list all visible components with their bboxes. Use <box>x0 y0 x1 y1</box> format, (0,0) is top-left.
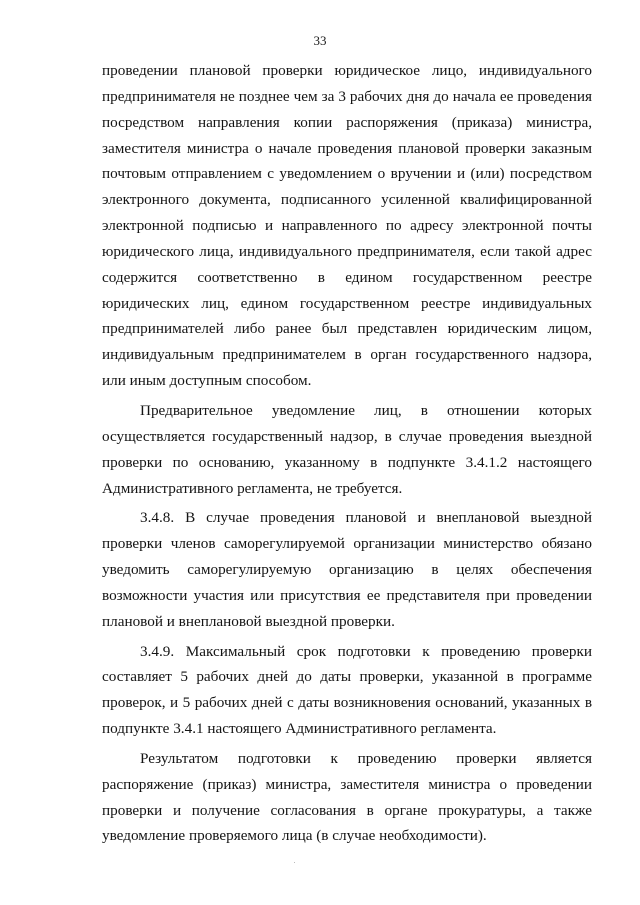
paragraph-prior-notice: Предварительное уведомление лиц, в отношении которых осуществляется государственный надзор, в случае проведения выездной проверки по основанию, указанному в подпункте 3.4.1.2 настоящего Административного регламента, не требуется. <box>102 401 592 497</box>
document-body <box>102 58 592 853</box>
scan-speck <box>294 862 295 863</box>
paragraph-3-4-9: 3.4.9. Максимальный срок подготовки к проведению проверки составляет 5 рабочих дней до даты проверки, указанной в программе проверок, и 5 рабочих дней с даты возникновения оснований, указанных в подпункте 3.4.1 настоящего Административного регламента. <box>102 642 592 738</box>
paragraph-continuation: проведении плановой проверки юридическое лицо, индивидуального предпринимателя не позднее чем за 3 рабочих дня до начала ее проведения посредством направления копии распоряжения (приказа) министра, заместителя министра о начале проведения плановой проверки заказным почтовым отправлением с уведомлением о вручении и (или) посредством электронного документа, подписанного усиленной квалифицированной электронной подписью и направленного по адресу электронной почты юридического лица, индивидуального предпринимателя, если такой адрес содержится соответственно в едином государственном реестре юридических лиц, едином государственном реестре индивидуальных предпринимателей либо ранее был представлен юридическим лицом, индивидуальным предпринимателем в орган государственного надзора, или иным доступным способом. <box>102 62 592 390</box>
paragraph-result: Результатом подготовки к проведению проверки является распоряжение (приказ) министра, заместителя министра о проведении проверки и получение согласования в органе прокуратуры, а также уведомление проверяемого лица (в случае необходимости). <box>102 749 592 845</box>
paragraph-3-4-8: 3.4.8. В случае проведения плановой и внеплановой выездной проверки членов саморегулируемой организации министерство обязано уведомить саморегулируемую организацию в целях обеспечения возможности участия или присутствия ее представителя при проведении плановой и внеплановой выездной проверки. <box>102 509 592 630</box>
page-number: 33 <box>313 33 327 48</box>
